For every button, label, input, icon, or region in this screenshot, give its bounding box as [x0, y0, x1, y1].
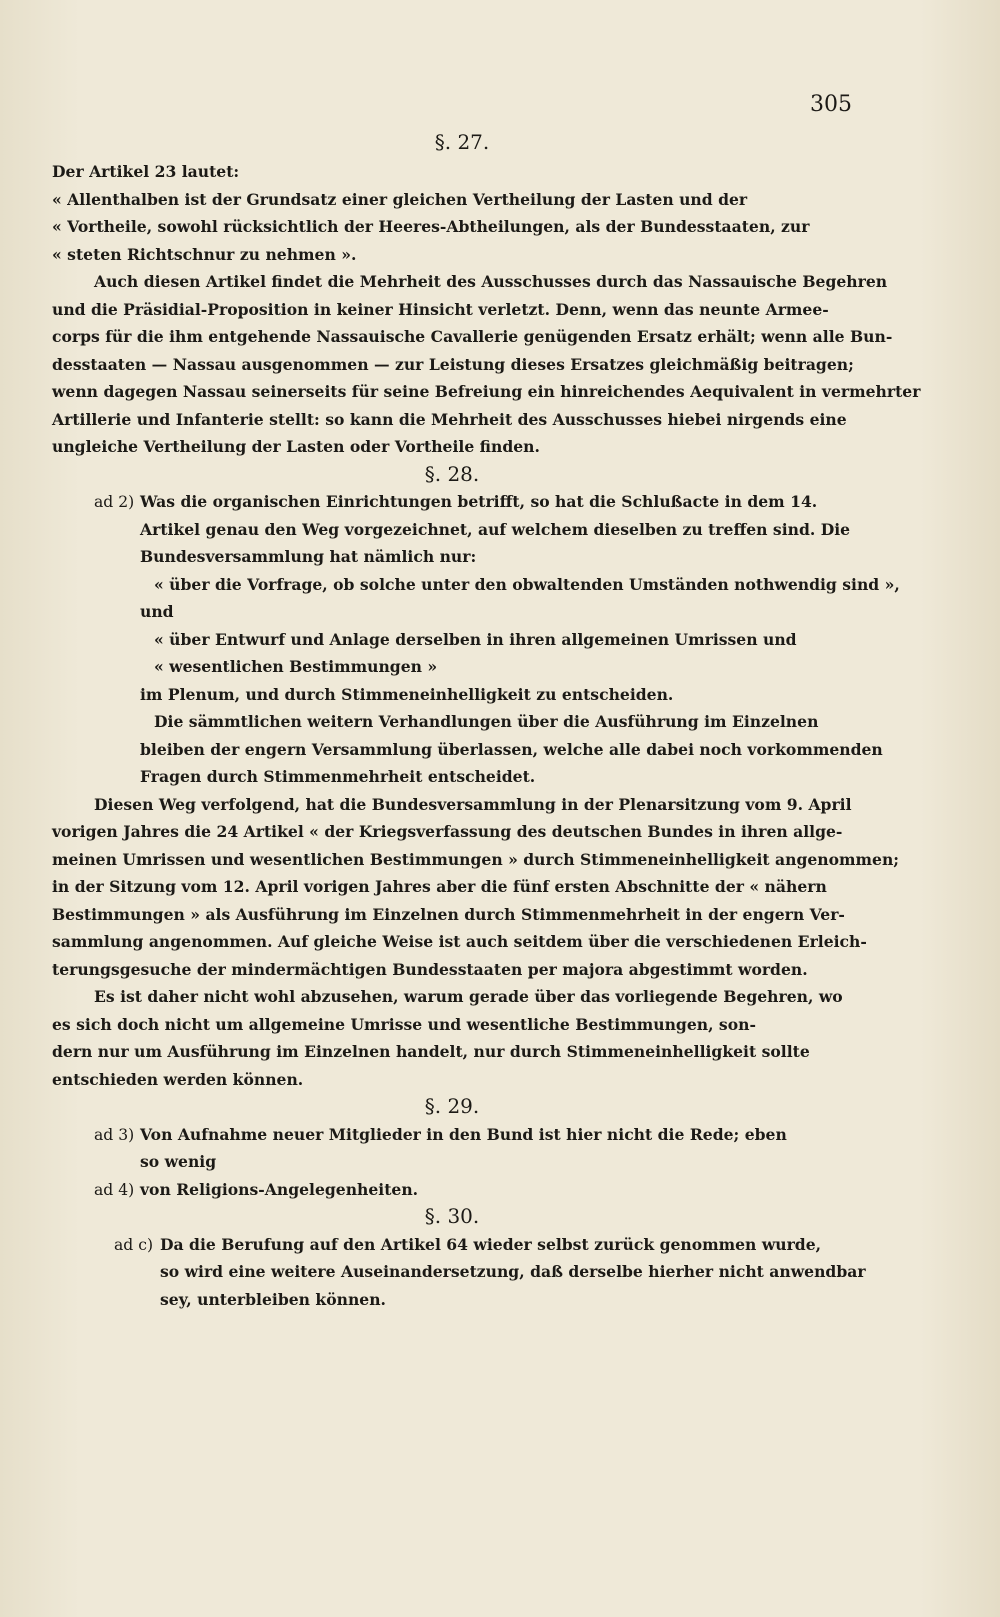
- quote-line: « über Entwurf und Anlage derselben in ihren allgemeinen Umrissen und: [154, 629, 797, 649]
- paragraph-line: und die Präsidial-Proposition in keiner Hinsicht verletzt. Denn, wenn das neunte Armee-: [52, 299, 829, 319]
- paragraph-line: wenn dagegen Nassau seinerseits für seine Befreiung ein hinreichendes Aequivalent in vermehrter: [52, 382, 921, 401]
- paragraph-line: Fragen durch Stimmenmehrheit entscheidet.: [140, 767, 536, 786]
- ad-item-line: [52, 1121, 852, 1149]
- section-heading-29: §. 29.: [424, 1094, 480, 1118]
- quote-line: « steten Richtschnur zu nehmen ».: [52, 244, 357, 264]
- paragraph-line: und: [140, 602, 174, 621]
- paragraph-line: vorigen Jahres die 24 Artikel « der Kriegsverfassung des deutschen Bundes in ihren allge-: [52, 822, 843, 841]
- section-heading-27: §. 27.: [434, 130, 490, 154]
- section-heading-28: §. 28.: [424, 461, 480, 486]
- paragraph-line: terungsgesuche der mindermächtigen Bundesstaaten per majora abgestimmt worden.: [52, 959, 808, 979]
- paragraph-line: entschieden werden können.: [52, 1069, 304, 1089]
- quote-line: « über die Vorfrage, ob solche unter den obwaltenden Umständen nothwendig sind »,: [154, 574, 900, 594]
- paragraph-line: es sich doch nicht um allgemeine Umrisse und wesentliche Bestimmungen, son-: [52, 1014, 756, 1034]
- quote-line: « wesentlichen Bestimmungen »: [154, 657, 438, 676]
- paragraph-text: Von Aufnahme neuer Mitglieder in den Bund ist hier nicht die Rede; eben: [140, 1124, 787, 1144]
- paragraph-line: Diesen Weg verfolgend, hat die Bundesversammlung in der Plenarsitzung vom 9. April: [94, 794, 852, 814]
- paragraph-line: dern nur um Ausführung im Einzelnen handelt, nur durch Stimmeneinhelligkeit sollte: [52, 1042, 810, 1061]
- paragraph-text: Was die organischen Einrichtungen betrifft, so hat die Schlußacte in dem 14.: [140, 492, 818, 511]
- quote-line: « Allenthalben ist der Grundsatz einer gleichen Vertheilung der Lasten und der: [52, 189, 748, 209]
- paragraph-line: in der Sitzung vom 12. April vorigen Jahres aber die fünf ersten Abschnitte der « nähern: [52, 877, 827, 896]
- ad-label: ad 4): [94, 1180, 135, 1199]
- paragraph-line: sey, unterbleiben können.: [160, 1289, 386, 1309]
- paragraph-line: meinen Umrissen und wesentlichen Bestimmungen » durch Stimmeneinhelligkeit angenommen;: [52, 849, 900, 869]
- ad-item-line: [52, 1231, 852, 1259]
- paragraph-line: corps für die ihm entgehende Nassauische Cavallerie genügenden Ersatz erhält; wenn alle Bun-: [52, 327, 893, 346]
- paragraph-line: sammlung angenommen. Auf gleiche Weise ist auch seitdem über die verschiedenen Erleich-: [52, 932, 867, 951]
- paragraph-line: Artillerie und Infanterie stellt: so kann die Mehrheit des Ausschusses hiebei nirgends eine: [52, 409, 847, 429]
- paragraph-line: Bundesversammlung hat nämlich nur:: [140, 547, 477, 566]
- ad-label: ad c): [114, 1235, 154, 1254]
- ad-label: ad 3): [94, 1125, 135, 1144]
- paragraph-line: so wenig: [140, 1152, 217, 1171]
- paragraph-line: Auch diesen Artikel findet die Mehrheit des Ausschusses durch das Nassauische Begehren: [94, 272, 888, 291]
- page-body: [52, 126, 921, 1313]
- paragraph-line: so wird eine weitere Auseinandersetzung, daß derselbe hierher nicht anwendbar: [160, 1262, 866, 1281]
- ad-item-line: [52, 1176, 852, 1204]
- paragraph-text: Da die Berufung auf den Artikel 64 wieder selbst zurück genommen wurde,: [160, 1234, 822, 1254]
- paragraph-line: desstaaten — Nassau ausgenommen — zur Leistung dieses Ersatzes gleichmäßig beitragen;: [52, 354, 854, 374]
- ad-item-line: [52, 488, 852, 516]
- paragraph-line: Die sämmtlichen weitern Verhandlungen über die Ausführung im Einzelnen: [154, 712, 819, 731]
- paragraph-line: Bestimmungen » als Ausführung im Einzelnen durch Stimmenmehrheit in der engern Ver-: [52, 904, 845, 924]
- paragraph-line: Der Artikel 23 lautet:: [52, 162, 240, 181]
- section-heading-30: §. 30.: [424, 1204, 480, 1228]
- ad-label: ad 2): [94, 493, 135, 511]
- page-number: 305: [810, 92, 852, 117]
- paragraph-line: ungleiche Vertheilung der Lasten oder Vortheile finden.: [52, 437, 540, 456]
- paragraph-line: Artikel genau den Weg vorgezeichnet, auf welchem dieselben zu treffen sind. Die: [140, 519, 851, 539]
- quote-line: « Vortheile, sowohl rücksichtlich der Heeres-Abtheilungen, als der Bundesstaaten, zur: [52, 217, 810, 236]
- paragraph-line: Es ist daher nicht wohl abzusehen, warum gerade über das vorliegende Begehren, wo: [94, 987, 843, 1006]
- paragraph-text: von Religions-Angelegenheiten.: [140, 1179, 419, 1199]
- paragraph-line: bleiben der engern Versammlung überlassen, welche alle dabei noch vorkommenden: [140, 739, 883, 759]
- paragraph-line: im Plenum, und durch Stimmeneinhelligkeit zu entscheiden.: [140, 684, 674, 704]
